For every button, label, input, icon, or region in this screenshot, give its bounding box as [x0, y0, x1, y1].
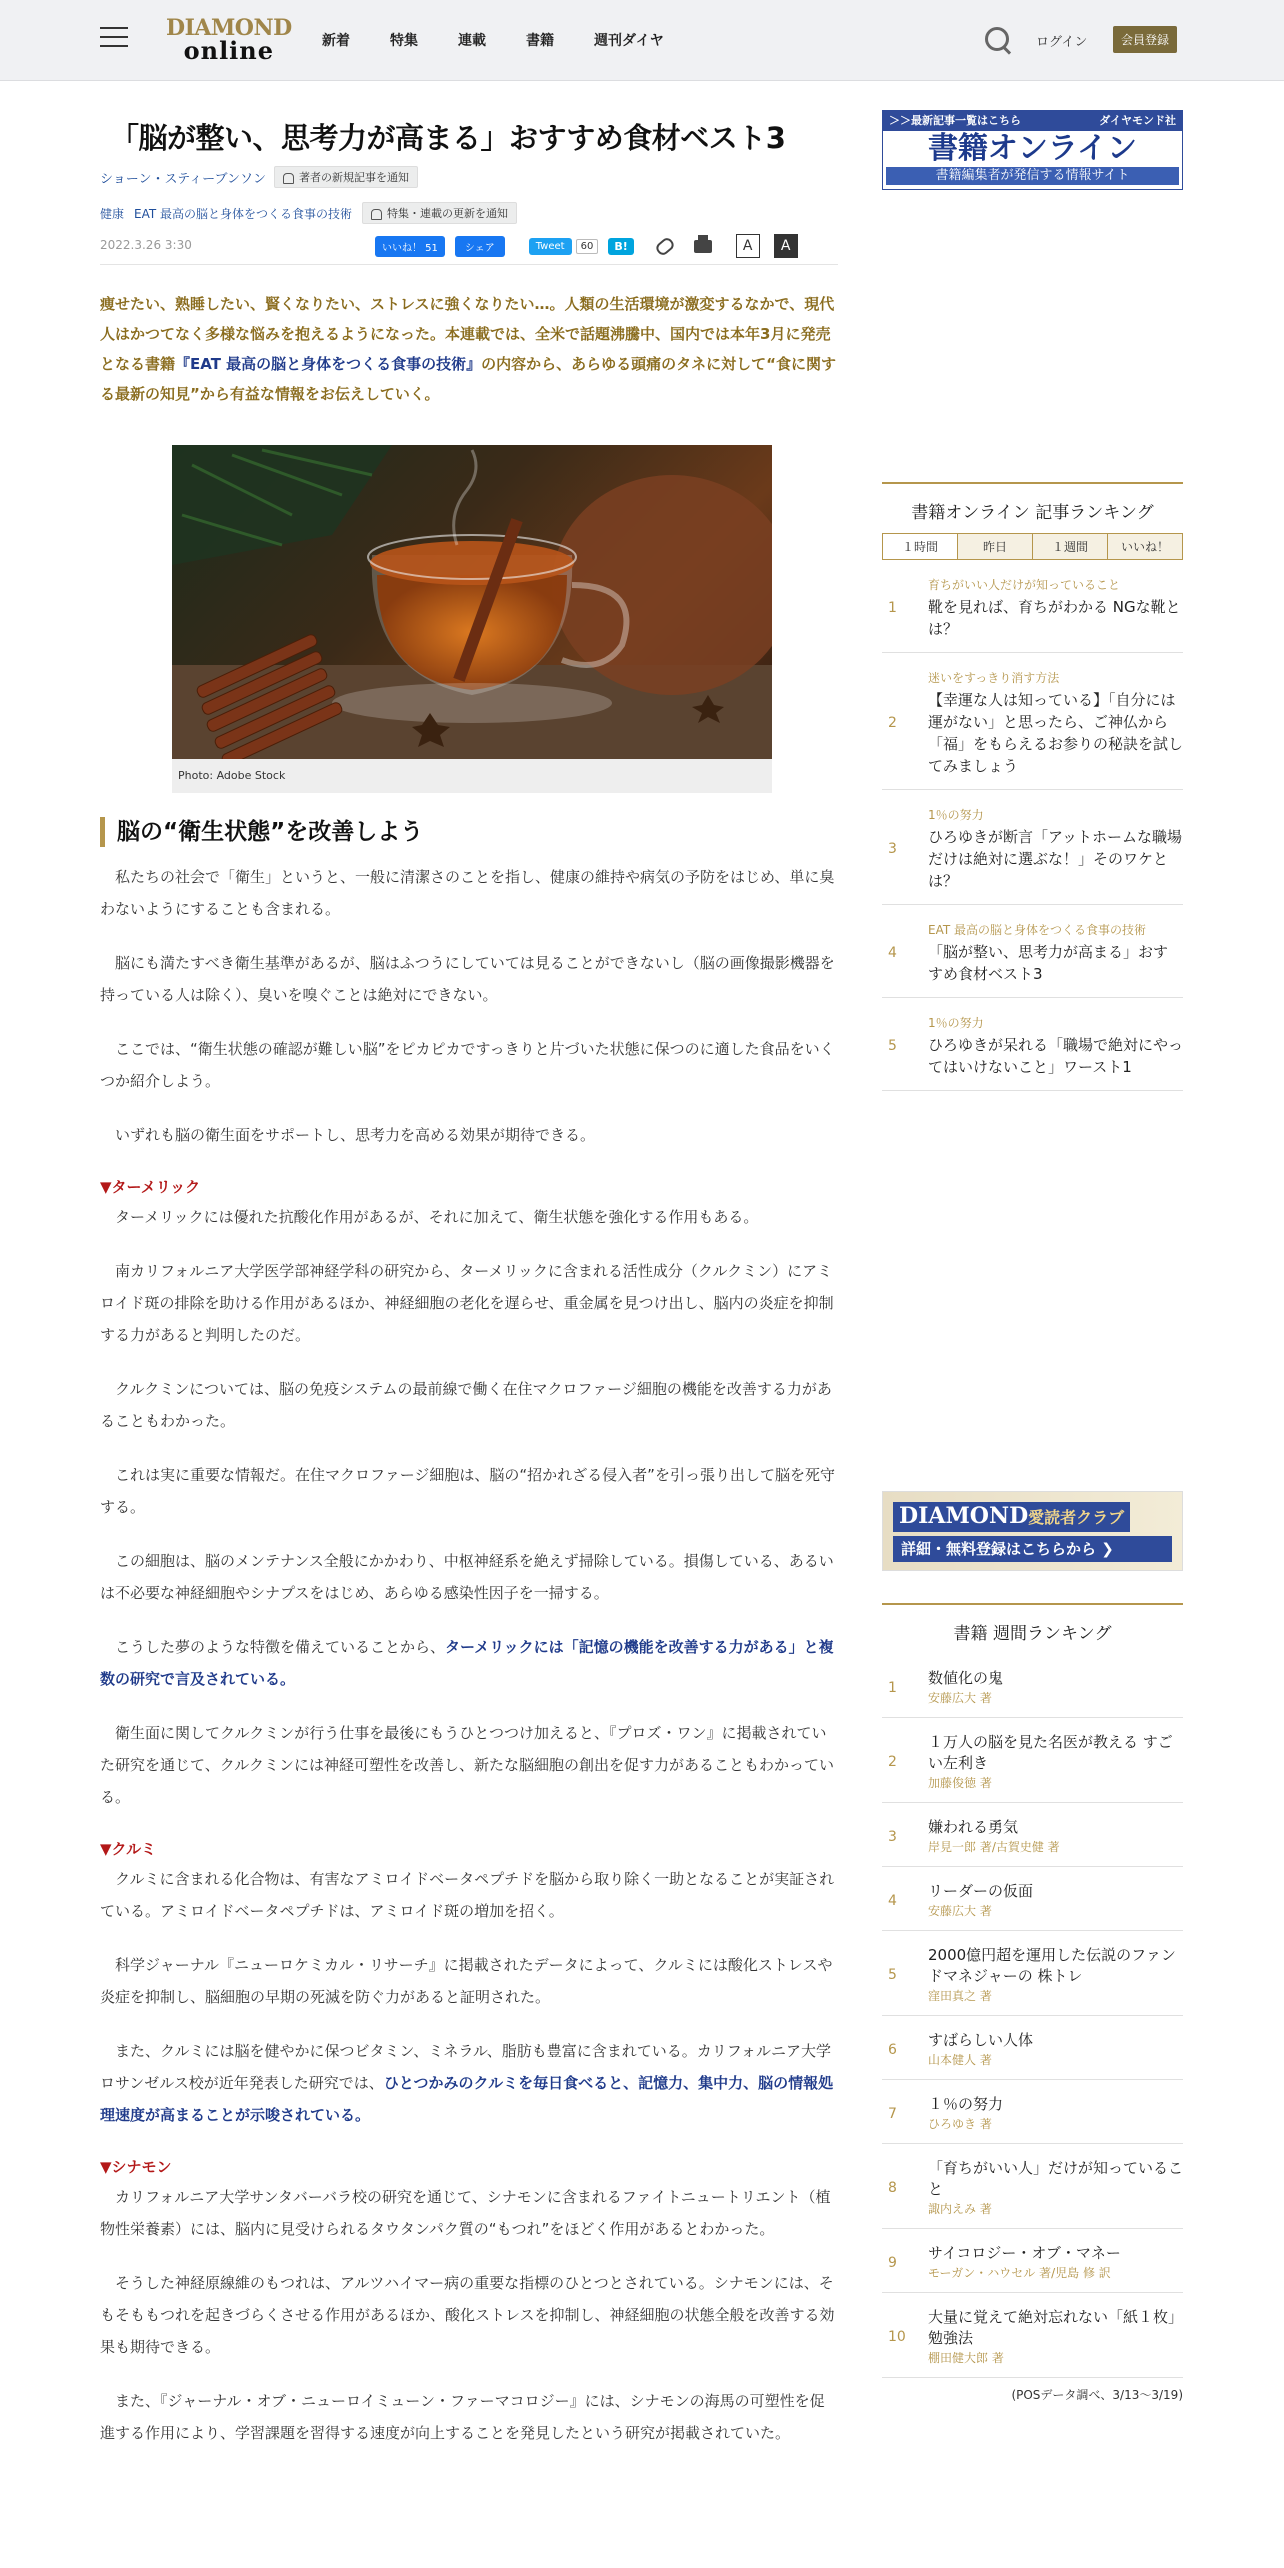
paragraph: クルクミンについては、脳の免疫システムの最前線で働く在住マクロファージ細胞の機能を改善する力があることもわかった。	[100, 1380, 832, 1430]
series-link[interactable]: EAT 最高の脳と身体をつくる食事の技術	[134, 206, 353, 221]
lead-book-link[interactable]: 『EAT 最高の脳と身体をつくる食事の技術』	[175, 355, 482, 373]
facebook-like-button[interactable]: いいね！ 51	[375, 236, 445, 257]
print-icon[interactable]	[694, 240, 712, 253]
book-author: 安藤広大 著	[928, 1691, 992, 1705]
subheading-cinnamon: ▼シナモン	[100, 2158, 172, 2176]
books-online-banner[interactable]	[882, 110, 1183, 190]
site-logo[interactable]	[166, 17, 292, 63]
nav-item-new[interactable]: 新着	[322, 33, 350, 49]
paragraph: また、『ジャーナル・オブ・ニューロイミューン・ファーマコロジー』には、シナモンの海馬の可塑性を促進する作用により、学習課題を習得する速度が向上することを発見したという研究が掲載されていた。	[100, 2392, 825, 2442]
book-title: サイコロジー・オブ・マネー	[928, 2244, 1121, 2262]
rank-category: 育ちがいい人だけが知っていること	[928, 578, 1121, 592]
series-notify-label: 特集・連載の更新を通知	[387, 207, 509, 220]
pos-data-note: (POSデータ調べ、3/13～3/19)	[1011, 2388, 1183, 2402]
ad-space	[882, 190, 1183, 482]
nav-item-series[interactable]: 連載	[458, 33, 486, 49]
rank-number: 1	[888, 600, 897, 616]
rank-category: 1％の努力	[928, 808, 984, 822]
rank-headline: 靴を見れば、育ちがわかる NGな靴とは？	[928, 598, 1181, 638]
site-header	[0, 0, 1284, 81]
search-icon[interactable]	[985, 27, 1009, 51]
paragraph: 科学ジャーナル『ニューロケミカル・リサーチ』に掲載されたデータによって、クルミには酸化ストレスや炎症を抑制し、脳細胞の早期の死滅を防ぐ力があると証明された。	[100, 1956, 833, 2006]
paragraph: これは実に重要な情報だ。在住マクロファージ細胞は、脳の“招かれざる侵入者”を引っ張り出して脳を死守する。	[100, 1466, 835, 1516]
ranking-item[interactable]	[882, 998, 1183, 1091]
tweet-count: 60	[576, 239, 599, 254]
bell-icon	[283, 173, 294, 184]
facebook-share-button[interactable]: シェア	[455, 236, 505, 257]
tweet-button[interactable]: Tweet	[529, 238, 572, 255]
subheading-turmeric: ▼ターメリック	[100, 1178, 201, 1196]
rank-number: 3	[888, 1828, 897, 1845]
weekly-item[interactable]	[882, 1931, 1183, 2016]
link-icon[interactable]	[654, 235, 676, 257]
rank-headline: ひろゆきが呆れる「職場で絶対にやってはいけないこと」ワースト1	[928, 1036, 1184, 1076]
club-brand	[893, 1502, 1130, 1532]
banner-subtitle: 書籍編集者が発信する情報サイト	[886, 167, 1179, 185]
rank-number: 6	[888, 2041, 897, 2058]
rank-number: 1	[888, 1679, 897, 1696]
rank-number: 4	[888, 1892, 897, 1909]
book-title: １％の努力	[928, 2095, 1004, 2113]
banner-title: 書籍オンライン	[927, 131, 1138, 166]
nav-item-features[interactable]: 特集	[390, 33, 418, 49]
book-title: １万人の脳を見た名医が教える すごい左利き	[928, 1733, 1173, 1772]
paragraph: この細胞は、脳のメンテナンス全般にかかわり、中枢神経系を絶えず掃除している。損傷している、あるいは不必要な神経細胞やシナプスをはじめ、あらゆる感染性因子を一掃する。	[100, 1552, 834, 1602]
book-title: 「育ちがいい人」だけが知っていること	[928, 2159, 1184, 2198]
book-title: 数値化の鬼	[928, 1669, 1004, 1687]
weekly-item[interactable]	[882, 1654, 1183, 1718]
book-author: 棚田健大郎 著	[928, 2351, 1004, 2365]
paragraph	[100, 2035, 838, 2131]
paragraph: ここでは、“衛生状態の確認が難しい脳”をピカピカですっきりと片づいた状態に保つのに適した食品をいくつか紹介しよう。	[100, 1040, 835, 1090]
rank-headline: ひろゆきが断言「アットホームな職場だけは絶対に選ぶな！」そのワケとは？	[928, 828, 1182, 890]
book-title: リーダーの仮面	[928, 1882, 1034, 1900]
tab-1week[interactable]: １週間	[1032, 534, 1107, 559]
bell-icon	[371, 209, 382, 220]
register-button[interactable]: 会員登録	[1113, 26, 1177, 53]
book-title: 嫌われる勇気	[928, 1818, 1019, 1836]
login-link[interactable]: ログイン	[1036, 35, 1088, 50]
banner-top-bar	[883, 111, 1182, 131]
weekly-item[interactable]	[882, 2293, 1183, 2378]
author-notify-label: 著者の新規記事を通知	[299, 171, 410, 184]
ranking-item[interactable]	[882, 560, 1183, 653]
rank-category: EAT 最高の脳と身体をつくる食事の技術	[928, 923, 1147, 937]
club-cta: 詳細・無料登録はこちらから ❯	[893, 1536, 1172, 1562]
book-author: ひろゆき 著	[928, 2117, 992, 2131]
byline	[100, 166, 838, 188]
nav-item-books[interactable]: 書籍	[526, 33, 554, 49]
book-author: 諏内えみ 著	[928, 2202, 992, 2216]
rank-headline: 【幸運な人は知っている】「自分には運がない」と思ったら、ご神仏から「福」をもらえるお参りの秘訣を試してみましょう	[928, 691, 1184, 775]
paragraph: いずれも脳の衛生面をサポートし、思考力を高める効果が期待できる。	[115, 1126, 596, 1144]
book-title: 2000億円超を運用した伝説のファンドマネジャーの 株トレ	[928, 1946, 1176, 1985]
weekly-item[interactable]	[882, 1803, 1183, 1867]
rank-category: 1％の努力	[928, 1016, 984, 1030]
highlight-text: ひとつかみのクルミを毎日食べると、記憶力、集中力、脳の情報処理速度が高まることが示唆されている。	[100, 2074, 834, 2124]
font-size-normal-button[interactable]: A	[736, 234, 760, 258]
banner-top-right: ダイヤモンド社	[1099, 114, 1176, 127]
series-row	[100, 202, 838, 224]
subheading-walnut: ▼クルミ	[100, 1840, 157, 1858]
book-title: すばらしい人体	[928, 2031, 1034, 2049]
book-author: 安藤広大 著	[928, 1904, 992, 1918]
article-title: 「脳が整い、思考力が高まる」おすすめ食材ベスト3	[110, 121, 786, 155]
book-author: モーガン・ハウセル 著/児島 修 訳	[928, 2266, 1111, 2280]
rank-number: 5	[888, 1967, 897, 1983]
highlight-text: ターメリックには「記憶の機能を改善する力がある」と複数の研究で言及されている。	[100, 1638, 834, 1688]
nav-item-weekly[interactable]: 週刊ダイヤ	[594, 33, 664, 49]
rank-number: 2	[888, 1754, 897, 1770]
tea-photo-image	[172, 445, 772, 759]
ranking-item[interactable]	[882, 905, 1183, 998]
sidebar	[882, 110, 1183, 2403]
social-buttons	[375, 234, 798, 258]
article-ranking	[882, 482, 1183, 1091]
paragraph: クルミに含まれる化合物は、有害なアミロイドベータペプチドを脳から取り除く一助となることが実証されている。アミロイドベータペプチドは、アミロイド斑の増加を招く。	[100, 1870, 835, 1920]
paragraph: ターメリックには優れた抗酸化作用があるが、それに加えて、衛生状態を強化する作用もある。	[115, 1208, 759, 1226]
weekly-item[interactable]	[882, 2229, 1183, 2293]
rank-number: 5	[888, 1038, 897, 1054]
publish-date: 2022.3.26 3:30	[100, 238, 192, 252]
tab-likes[interactable]: いいね！	[1107, 534, 1182, 559]
hatena-bookmark-button[interactable]: B!	[608, 238, 633, 255]
paragraph: 南カリフォルニア大学医学部神経学科の研究から、ターメリックに含まれる活性成分（クルクミン）にアミロイド斑の排除を助ける作用があるほか、神経細胞の老化を遅らせ、重金属を見つけ出し、脳内の炎症を抑制する力があると判明したのだ。	[100, 1262, 834, 1344]
logo-bottom: online	[183, 36, 275, 65]
lead-text-1: 痩せたい、熟睡したい、賢くなりたい、ストレスに強くなりたい…。人類の生活環境が激変するなかで、現代人はかつてなく多様な悩みを抱えるようになった。本連載では、全米で話題沸騰中、国内では本年3月に発売となる書籍	[100, 295, 835, 373]
article-lead	[100, 289, 838, 409]
reader-club-banner[interactable]	[882, 1491, 1183, 1571]
font-size-large-button[interactable]: A	[774, 234, 798, 258]
section-heading: 脳の“衛生状態”を改善しよう	[100, 817, 838, 847]
menu-icon[interactable]	[100, 27, 128, 49]
rank-number: 3	[888, 841, 897, 857]
logo-top: DIAMOND	[166, 15, 292, 41]
article-photo	[172, 445, 772, 793]
ranking-item[interactable]	[882, 790, 1183, 905]
rank-number: 9	[888, 2254, 897, 2271]
club-brand-name: DIAMOND	[899, 1503, 1029, 1529]
paragraph: 脳にも満たすべき衛生基準があるが、脳はふつうにしていては見ることができないし（脳の画像撮影機器を持っている人は除く）、臭いを嗅ぐことは絶対にできない。	[100, 954, 835, 1004]
rank-number: 7	[888, 2105, 897, 2122]
tab-1hour[interactable]: １時間	[883, 534, 957, 559]
ranking-item[interactable]	[882, 653, 1183, 790]
club-brand-suffix: 愛読者クラブ	[1028, 1508, 1125, 1527]
book-author: 加藤俊徳 著	[928, 1776, 992, 1790]
ad-space	[882, 1091, 1183, 1491]
series-notify-button[interactable]	[362, 202, 517, 224]
paragraph: 衛生面に関してクルクミンが行う仕事を最後にもうひとつつけ加えると、『プロズ・ワン』に掲載されていた研究を通じて、クルクミンには神経可塑性を改善し、新たな脳細胞の創出を促す力があることもわかっている。	[100, 1724, 834, 1806]
ranking-tabs	[882, 533, 1183, 560]
weekly-item[interactable]	[882, 2144, 1183, 2229]
banner-top-left: ＞＞最新記事一覧はこちら	[889, 114, 1021, 127]
weekly-item[interactable]	[882, 2080, 1183, 2144]
weekly-book-ranking	[882, 1603, 1183, 2403]
photo-caption: Photo: Adobe Stock	[172, 759, 772, 793]
category-link[interactable]: 健康	[100, 206, 125, 221]
weekly-ranking-title: 書籍 週間ランキング	[953, 1624, 1112, 1644]
rank-number: 4	[888, 945, 897, 961]
tab-yesterday[interactable]: 昨日	[957, 534, 1032, 559]
ranking-title: 書籍オンライン 記事ランキング	[911, 503, 1154, 523]
book-title: 大量に覚えて絶対忘れない「紙１枚」勉強法	[928, 2308, 1184, 2347]
rank-number: 10	[888, 2329, 906, 2345]
tea-cup-illustration	[172, 445, 772, 759]
lead-text-2: の内容から、あらゆる頭痛のタネに対して“食に関する最新の知見”から有益な情報をお伝えしていく。	[100, 355, 837, 403]
rank-category: 迷いをすっきり消す方法	[928, 671, 1060, 685]
author-link[interactable]: ショーン・スティーブンソン	[100, 171, 267, 187]
paragraph-text: こうした夢のような特徴を備えていることから、	[115, 1638, 446, 1656]
paragraph-text: また、クルミには脳を健やかに保つビタミン、ミネラル、脂肪も豊富に含まれている。カリフォルニア大学ロサンゼルス校が近年発表した研究では、	[100, 2042, 831, 2092]
rank-number: 8	[888, 2180, 897, 2196]
weekly-item[interactable]	[882, 1867, 1183, 1931]
article	[100, 80, 838, 2449]
rank-headline: 「脳が整い、思考力が高まる」おすすめ食材ベスト3	[928, 943, 1169, 983]
paragraph: そうした神経原線維のもつれは、アルツハイマー病の重要な指標のひとつとされている。シナモンには、そもそももつれを起きづらくさせる作用があるほか、酸化ストレスを抑制し、神経細胞の状態全般を改善する効果も期待できる。	[100, 2274, 835, 2356]
paragraph: カリフォルニア大学サンタバーバラ校の研究を通じて、シナモンに含まれるファイトニュートリエント（植物性栄養素）には、脳内に見受けられるタウタンパク質の“もつれ”をほどく作用があるとわかった。	[100, 2188, 831, 2238]
book-author: 山本健人 著	[928, 2053, 992, 2067]
weekly-item[interactable]	[882, 1718, 1183, 1803]
paragraph	[100, 1631, 838, 1695]
rank-number: 2	[888, 715, 897, 731]
author-notify-button[interactable]	[274, 166, 418, 188]
weekly-item[interactable]	[882, 2016, 1183, 2080]
meta-row	[100, 232, 838, 265]
book-author: 岸見一郎 著/古賀史健 著	[928, 1840, 1060, 1854]
paragraph: 私たちの社会で「衛生」というと、一般に清潔さのことを指し、健康の維持や病気の予防をはじめ、単に臭わないようにすることも含まれる。	[100, 868, 835, 918]
main-nav	[322, 30, 704, 50]
book-author: 窪田真之 著	[928, 1989, 992, 2003]
